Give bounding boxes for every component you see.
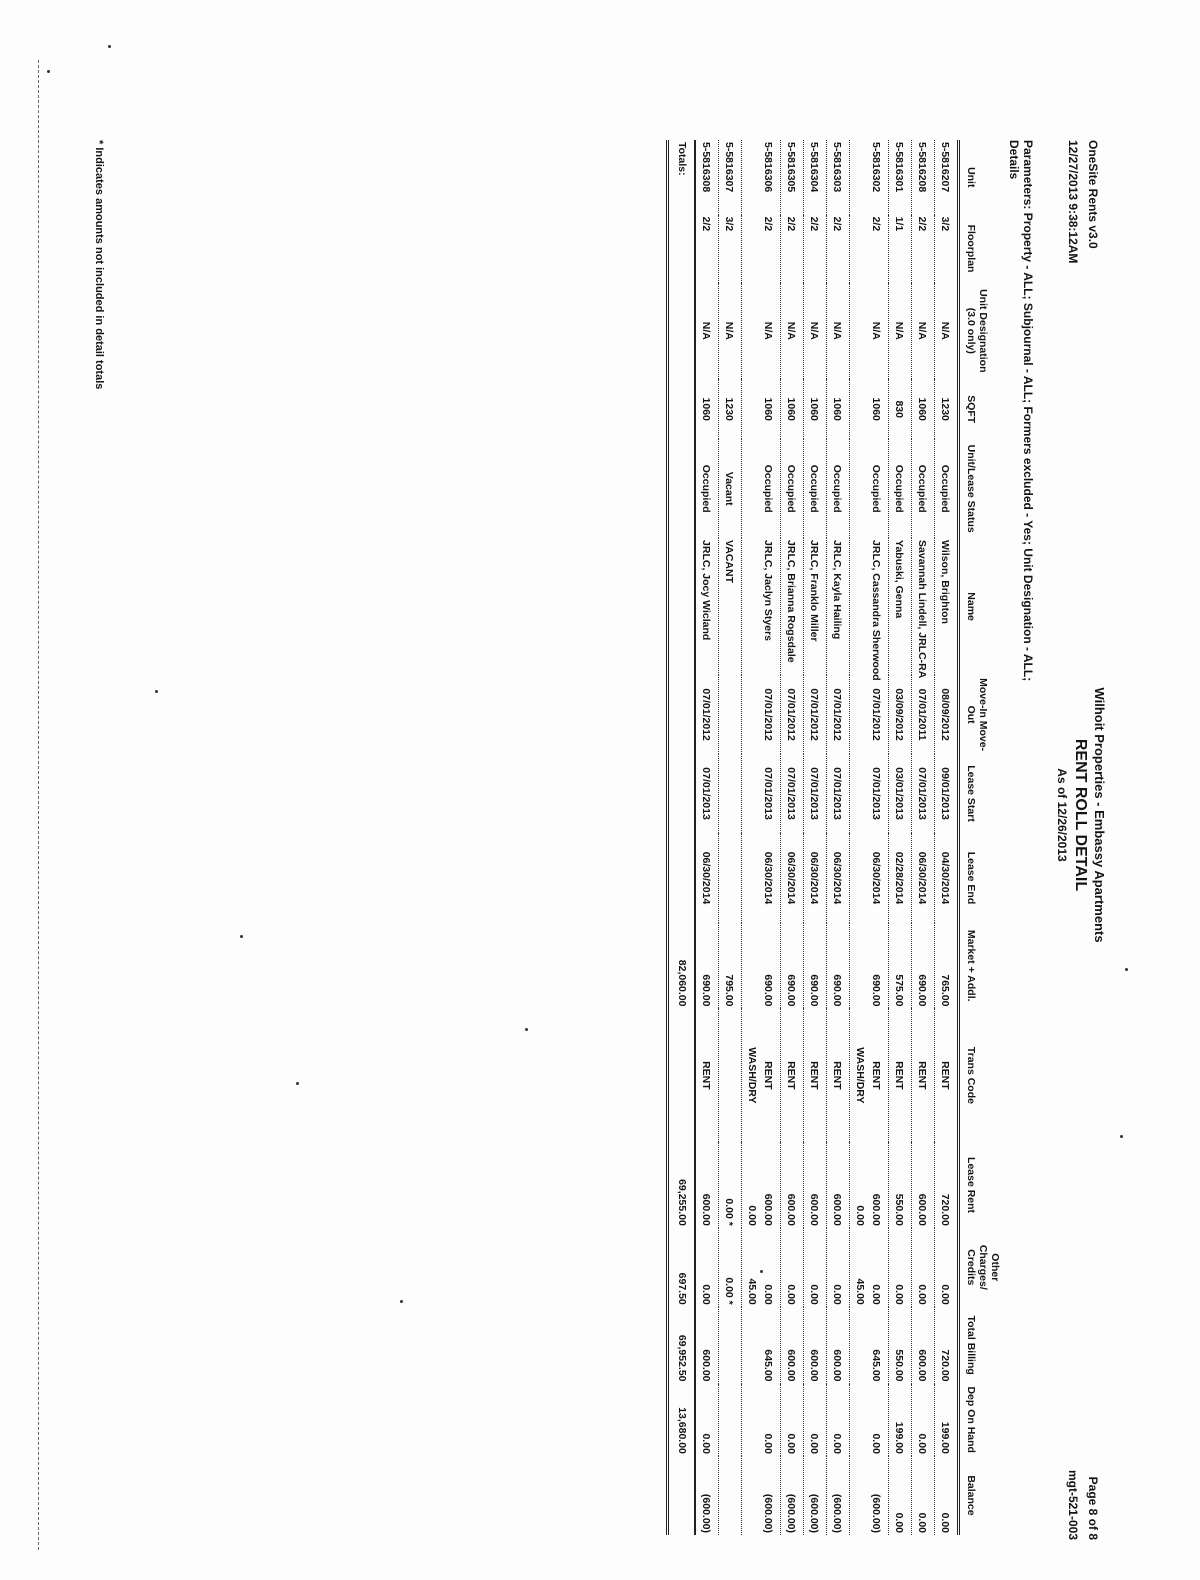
totals-total-billing: 69,952.50 xyxy=(668,1307,696,1384)
unit-cell: 5-5816302 xyxy=(866,140,889,215)
status-cell xyxy=(850,439,867,538)
scan-speck xyxy=(760,1270,763,1273)
lease-rent-cell: 600.00 xyxy=(804,1142,827,1228)
dep-on-hand-cell: 0.00 xyxy=(781,1384,804,1456)
lease-end-cell: 06/30/2014 xyxy=(781,833,804,923)
total-billing-cell: 600.00 xyxy=(804,1307,827,1384)
scan-speck xyxy=(400,1300,403,1303)
trans-code-cell: WASH/DRY xyxy=(746,1047,758,1104)
totals-row xyxy=(668,140,696,1535)
table-subrow xyxy=(850,140,867,1535)
lease-end-cell: 06/30/2014 xyxy=(804,833,827,923)
unit-cell: 5-5816306 xyxy=(758,140,781,215)
designation-cell: N/A xyxy=(866,283,889,380)
col-unit: Unit xyxy=(959,140,1004,215)
table-row xyxy=(889,140,912,1535)
other-charges-cell: 45.00 xyxy=(746,1278,758,1305)
col-lease-rent: Lease Rent xyxy=(959,1142,1004,1228)
lease-start-cell: 07/01/2013 xyxy=(827,754,850,833)
other-charges-cell: 0.00 xyxy=(758,1228,781,1307)
status-cell: Occupied xyxy=(827,439,850,538)
market-cell: 765.00 xyxy=(935,923,959,1009)
name-cell: JRLC, Brianna Rogsdale xyxy=(781,538,804,675)
totals-label: Totals: xyxy=(668,140,696,923)
dep-on-hand-cell: 199.00 xyxy=(889,1384,912,1456)
dep-on-hand-cell: 0.00 xyxy=(827,1384,850,1456)
col-floorplan: Floorplan xyxy=(959,215,1004,283)
trans-code-cell: RENT xyxy=(804,1008,827,1142)
move-in-cell: 07/01/2012 xyxy=(866,675,889,754)
name-cell: VACANT xyxy=(719,538,742,675)
total-billing-cell: 720.00 xyxy=(935,1307,959,1384)
software-version: OneSite Rents v3.0 xyxy=(1086,140,1100,249)
balance-cell: (600.00) xyxy=(866,1456,889,1535)
totals-other-charges: 697.50 xyxy=(668,1228,696,1307)
status-cell: Occupied xyxy=(935,439,959,538)
move-in-cell: 07/01/2012 xyxy=(781,675,804,754)
lease-end-cell: 04/30/2014 xyxy=(935,833,959,923)
unit-cell xyxy=(742,140,759,215)
move-in-cell: 07/01/2012 xyxy=(758,675,781,754)
market-cell: 690.00 xyxy=(695,923,719,1009)
table-row xyxy=(758,140,781,1535)
lease-start-cell xyxy=(719,754,742,833)
market-cell: 690.00 xyxy=(827,923,850,1009)
totals-market: 82,060.00 xyxy=(668,923,696,1009)
total-billing-cell: 600.00 xyxy=(827,1307,850,1384)
market-cell: 575.00 xyxy=(889,923,912,1009)
lease-end-cell xyxy=(719,833,742,923)
report-heading xyxy=(1052,535,1109,1095)
lease-rent-cell: 0.00 * xyxy=(719,1142,742,1228)
total-billing-cell xyxy=(742,1307,759,1384)
lease-rent-cell: 600.00 xyxy=(758,1142,781,1228)
floorplan-cell: 1/1 xyxy=(889,215,912,283)
market-cell xyxy=(850,923,867,1009)
scan-speck xyxy=(108,45,111,48)
lease-rent-cell: 0.00 xyxy=(854,1205,866,1226)
balance-cell: (600.00) xyxy=(827,1456,850,1535)
lease-start-cell xyxy=(742,754,759,833)
name-cell: JRLC, Jaclyn Styers xyxy=(758,538,781,675)
designation-cell: N/A xyxy=(719,283,742,380)
table-row xyxy=(695,140,719,1535)
total-billing-cell xyxy=(850,1307,867,1384)
status-cell: Occupied xyxy=(781,439,804,538)
trans-code-cell: RENT xyxy=(781,1008,804,1142)
trans-code-cell: WASH/DRY xyxy=(854,1047,866,1104)
floorplan-cell: 2/2 xyxy=(827,215,850,283)
status-cell: Occupied xyxy=(866,439,889,538)
footnote: * Indicates amounts not included in detail totals xyxy=(93,140,105,390)
name-cell: Wilson, Brighton xyxy=(935,538,959,675)
status-cell: Vacant xyxy=(719,439,742,538)
report-title: RENT ROLL DETAIL xyxy=(1072,738,1089,892)
lease-start-cell: 07/01/2013 xyxy=(695,754,719,833)
designation-cell: N/A xyxy=(827,283,850,380)
table-row xyxy=(827,140,850,1535)
status-cell: Occupied xyxy=(804,439,827,538)
total-billing-cell: 600.00 xyxy=(695,1307,719,1384)
trans-code-cell: RENT xyxy=(912,1008,935,1142)
lease-start-cell: 07/01/2013 xyxy=(758,754,781,833)
balance-cell: (600.00) xyxy=(804,1456,827,1535)
lease-rent-cell: 550.00 xyxy=(889,1142,912,1228)
lease-end-cell xyxy=(850,833,867,923)
other-charges-cell: 0.00 xyxy=(866,1228,889,1307)
lease-start-cell: 07/01/2013 xyxy=(804,754,827,833)
floorplan-cell: 2/2 xyxy=(695,215,719,283)
market-cell: 690.00 xyxy=(781,923,804,1009)
market-cell: 690.00 xyxy=(912,923,935,1009)
trans-code-cell: RENT xyxy=(935,1008,959,1142)
lease-rent-cell: 600.00 xyxy=(827,1142,850,1228)
balance-cell: (600.00) xyxy=(781,1456,804,1535)
dep-on-hand-cell: 0.00 xyxy=(912,1384,935,1456)
scan-speck xyxy=(296,1082,299,1085)
other-charges-cell: 0.00 xyxy=(695,1228,719,1307)
name-cell: JRLC, Franklo Miller xyxy=(804,538,827,675)
page-info xyxy=(1063,1470,1103,1540)
lease-end-cell xyxy=(742,833,759,923)
lease-rent-cell: 600.00 xyxy=(912,1142,935,1228)
sqft-cell: 1060 xyxy=(781,379,804,439)
table-row xyxy=(719,140,742,1535)
name-cell: Savannah Lindell, JRLC-RA xyxy=(912,538,935,675)
report-meta xyxy=(1063,140,1103,263)
balance-cell: 0.00 xyxy=(912,1456,935,1535)
scan-edge-line xyxy=(38,60,39,1550)
parameters-line: Parameters: Property - ALL; Subjournal - ALL; Formers excluded - Yes; Unit Designation - ALL; xyxy=(1021,140,1035,682)
col-status: Unit/Lease Status xyxy=(959,439,1004,538)
scan-speck xyxy=(1125,968,1128,971)
col-unit-designation: Unit Designation (3.0 only) xyxy=(959,283,1004,380)
total-billing-cell: 600.00 xyxy=(781,1307,804,1384)
lease-rent-cell: 600.00 xyxy=(781,1142,804,1228)
dep-on-hand-cell xyxy=(850,1384,867,1456)
unit-cell: 5-5816301 xyxy=(889,140,912,215)
unit-cell: 5-5816305 xyxy=(781,140,804,215)
status-cell: Occupied xyxy=(758,439,781,538)
floorplan-cell: 3/2 xyxy=(719,215,742,283)
move-in-cell: 03/09/2012 xyxy=(889,675,912,754)
trans-code-cell: RENT xyxy=(827,1008,850,1142)
total-billing-cell: 645.00 xyxy=(758,1307,781,1384)
other-charges-cell: 0.00 xyxy=(781,1228,804,1307)
name-cell: JRLC, Kayla Hailing xyxy=(827,538,850,675)
floorplan-cell: 2/2 xyxy=(758,215,781,283)
other-charges-cell: 45.00 xyxy=(854,1278,866,1305)
other-charges-cell: 0.00 * xyxy=(719,1228,742,1307)
sqft-cell: 1060 xyxy=(758,379,781,439)
move-in-cell xyxy=(719,675,742,754)
rent-roll-table xyxy=(666,140,1003,1535)
sqft-cell xyxy=(850,379,867,439)
col-balance: Balance xyxy=(959,1456,1004,1535)
col-lease-end: Lease End xyxy=(959,833,1004,923)
sqft-cell: 830 xyxy=(889,379,912,439)
lease-start-cell: 07/01/2013 xyxy=(781,754,804,833)
name-cell xyxy=(850,538,867,675)
table-subrow xyxy=(742,140,759,1535)
lease-end-cell: 06/30/2014 xyxy=(758,833,781,923)
move-in-cell xyxy=(850,675,867,754)
col-lease-start: Lease Start xyxy=(959,754,1004,833)
col-market: Market + Addl. xyxy=(959,923,1004,1009)
totals-lease-rent: 69,255.00 xyxy=(668,1142,696,1228)
status-cell: Occupied xyxy=(912,439,935,538)
col-name: Name xyxy=(959,538,1004,675)
floorplan-cell xyxy=(742,215,759,283)
sqft-cell xyxy=(742,379,759,439)
unit-cell: 5-5816304 xyxy=(804,140,827,215)
status-cell xyxy=(742,439,759,538)
dep-on-hand-cell: 0.00 xyxy=(758,1384,781,1456)
designation-cell xyxy=(742,283,759,380)
scan-speck xyxy=(1120,1135,1123,1138)
rent-roll-report xyxy=(70,95,1115,1560)
trans-code-cell: RENT xyxy=(866,1008,889,1142)
designation-cell: N/A xyxy=(912,283,935,380)
scan-speck xyxy=(155,690,158,693)
col-move-in-out: Move-In Move-Out xyxy=(959,675,1004,754)
lease-end-cell: 06/30/2014 xyxy=(695,833,719,923)
designation-cell: N/A xyxy=(935,283,959,380)
name-cell: Yabuski, Genna xyxy=(889,538,912,675)
col-sqft: SQFT xyxy=(959,379,1004,439)
scan-speck xyxy=(240,935,243,938)
floorplan-cell: 2/2 xyxy=(912,215,935,283)
balance-cell: (600.00) xyxy=(695,1456,719,1535)
balance-cell xyxy=(850,1456,867,1535)
company-name: Wilhoit Properties - Embassy Apartments xyxy=(1092,687,1107,943)
sqft-cell: 1230 xyxy=(719,379,742,439)
other-charges-cell: 0.00 xyxy=(912,1228,935,1307)
trans-code-cell: RENT xyxy=(695,1008,719,1142)
dep-on-hand-cell: 199.00 xyxy=(935,1384,959,1456)
floorplan-cell: 2/2 xyxy=(866,215,889,283)
total-billing-cell: 550.00 xyxy=(889,1307,912,1384)
report-timestamp: 12/27/2013 9:38:12AM xyxy=(1066,140,1080,264)
other-charges-cell: 0.00 xyxy=(804,1228,827,1307)
move-in-cell: 08/09/2012 xyxy=(935,675,959,754)
table-row xyxy=(781,140,804,1535)
lease-end-cell: 06/30/2014 xyxy=(827,833,850,923)
scan-speck xyxy=(47,70,50,73)
market-cell: 690.00 xyxy=(866,923,889,1009)
move-in-cell: 07/01/2012 xyxy=(827,675,850,754)
details-label: Details xyxy=(1007,140,1021,180)
report-code: mgt-521-003 xyxy=(1066,1469,1080,1540)
lease-start-cell: 09/01/2013 xyxy=(935,754,959,833)
floorplan-cell: 2/2 xyxy=(804,215,827,283)
trans-code-cell: RENT xyxy=(889,1008,912,1142)
sqft-cell: 1060 xyxy=(695,379,719,439)
sqft-cell: 1060 xyxy=(804,379,827,439)
floorplan-cell xyxy=(850,215,867,283)
name-cell xyxy=(742,538,759,675)
sqft-cell: 1060 xyxy=(827,379,850,439)
other-charges-cell: 0.00 xyxy=(889,1228,912,1307)
unit-cell: 5-5816307 xyxy=(719,140,742,215)
col-trans-code: Trans Code xyxy=(959,1008,1004,1142)
table-row xyxy=(912,140,935,1535)
designation-cell: N/A xyxy=(889,283,912,380)
total-billing-cell: 645.00 xyxy=(866,1307,889,1384)
designation-cell: N/A xyxy=(804,283,827,380)
lease-rent-cell: 0.00 xyxy=(746,1205,758,1226)
move-in-cell: 07/01/2012 xyxy=(804,675,827,754)
designation-cell xyxy=(850,283,867,380)
market-cell: 795.00 xyxy=(719,923,742,1009)
dep-on-hand-cell xyxy=(742,1384,759,1456)
designation-cell: N/A xyxy=(695,283,719,380)
balance-cell xyxy=(719,1456,742,1535)
lease-end-cell: 06/30/2014 xyxy=(866,833,889,923)
other-charges-cell: 0.00 xyxy=(827,1228,850,1307)
designation-cell: N/A xyxy=(758,283,781,380)
col-dep-on-hand: Dep On Hand xyxy=(959,1384,1004,1456)
name-cell: JRLC, Jocy Wicland xyxy=(695,538,719,675)
designation-cell: N/A xyxy=(781,283,804,380)
name-cell: JRLC, Cassandra Sherwood xyxy=(866,538,889,675)
lease-start-cell: 07/01/2013 xyxy=(912,754,935,833)
table-row xyxy=(935,140,959,1535)
table-row xyxy=(866,140,889,1535)
sqft-cell: 1060 xyxy=(912,379,935,439)
balance-cell: 0.00 xyxy=(889,1456,912,1535)
sqft-cell: 1060 xyxy=(866,379,889,439)
col-total-billing: Total Billing xyxy=(959,1307,1004,1384)
total-billing-cell xyxy=(719,1307,742,1384)
table-header-row xyxy=(959,140,1004,1535)
market-cell xyxy=(742,923,759,1009)
balance-cell: 0.00 xyxy=(935,1456,959,1535)
total-billing-cell: 600.00 xyxy=(912,1307,935,1384)
floorplan-cell: 3/2 xyxy=(935,215,959,283)
market-cell: 690.00 xyxy=(758,923,781,1009)
lease-start-cell: 07/01/2013 xyxy=(866,754,889,833)
trans-code-cell xyxy=(719,1008,742,1142)
sqft-cell: 1230 xyxy=(935,379,959,439)
unit-cell: 5-5816207 xyxy=(935,140,959,215)
status-cell: Occupied xyxy=(695,439,719,538)
other-charges-cell: 0.00 xyxy=(935,1228,959,1307)
market-cell: 690.00 xyxy=(804,923,827,1009)
table-body xyxy=(695,140,959,1535)
col-other-charges: Other Charges/ Credits xyxy=(959,1228,1004,1307)
move-in-cell xyxy=(742,675,759,754)
page-number: Page 8 of 8 xyxy=(1086,1476,1100,1540)
totals-dep-on-hand: 13,680.00 xyxy=(668,1384,696,1456)
lease-rent-cell: 720.00 xyxy=(935,1142,959,1228)
move-in-cell: 07/01/2012 xyxy=(695,675,719,754)
unit-cell: 5-5816303 xyxy=(827,140,850,215)
balance-cell xyxy=(742,1456,759,1535)
table-row xyxy=(804,140,827,1535)
balance-cell: (600.00) xyxy=(758,1456,781,1535)
lease-start-cell xyxy=(850,754,867,833)
scan-speck xyxy=(525,1028,528,1031)
dep-on-hand-cell: 0.00 xyxy=(695,1384,719,1456)
unit-cell: 5-5816208 xyxy=(912,140,935,215)
lease-start-cell: 03/01/2013 xyxy=(889,754,912,833)
unit-cell xyxy=(850,140,867,215)
dep-on-hand-cell xyxy=(719,1384,742,1456)
status-cell: Occupied xyxy=(889,439,912,538)
trans-code-cell: RENT xyxy=(758,1008,781,1142)
dep-on-hand-cell: 0.00 xyxy=(866,1384,889,1456)
dep-on-hand-cell: 0.00 xyxy=(804,1384,827,1456)
as-of-date: As of 12/26/2013 xyxy=(1055,768,1069,862)
unit-cell: 5-5816308 xyxy=(695,140,719,215)
lease-rent-cell: 600.00 xyxy=(695,1142,719,1228)
lease-end-cell: 06/30/2014 xyxy=(912,833,935,923)
floorplan-cell: 2/2 xyxy=(781,215,804,283)
lease-rent-cell: 600.00 xyxy=(866,1142,889,1228)
move-in-cell: 07/01/2011 xyxy=(912,675,935,754)
lease-end-cell: 02/28/2014 xyxy=(889,833,912,923)
